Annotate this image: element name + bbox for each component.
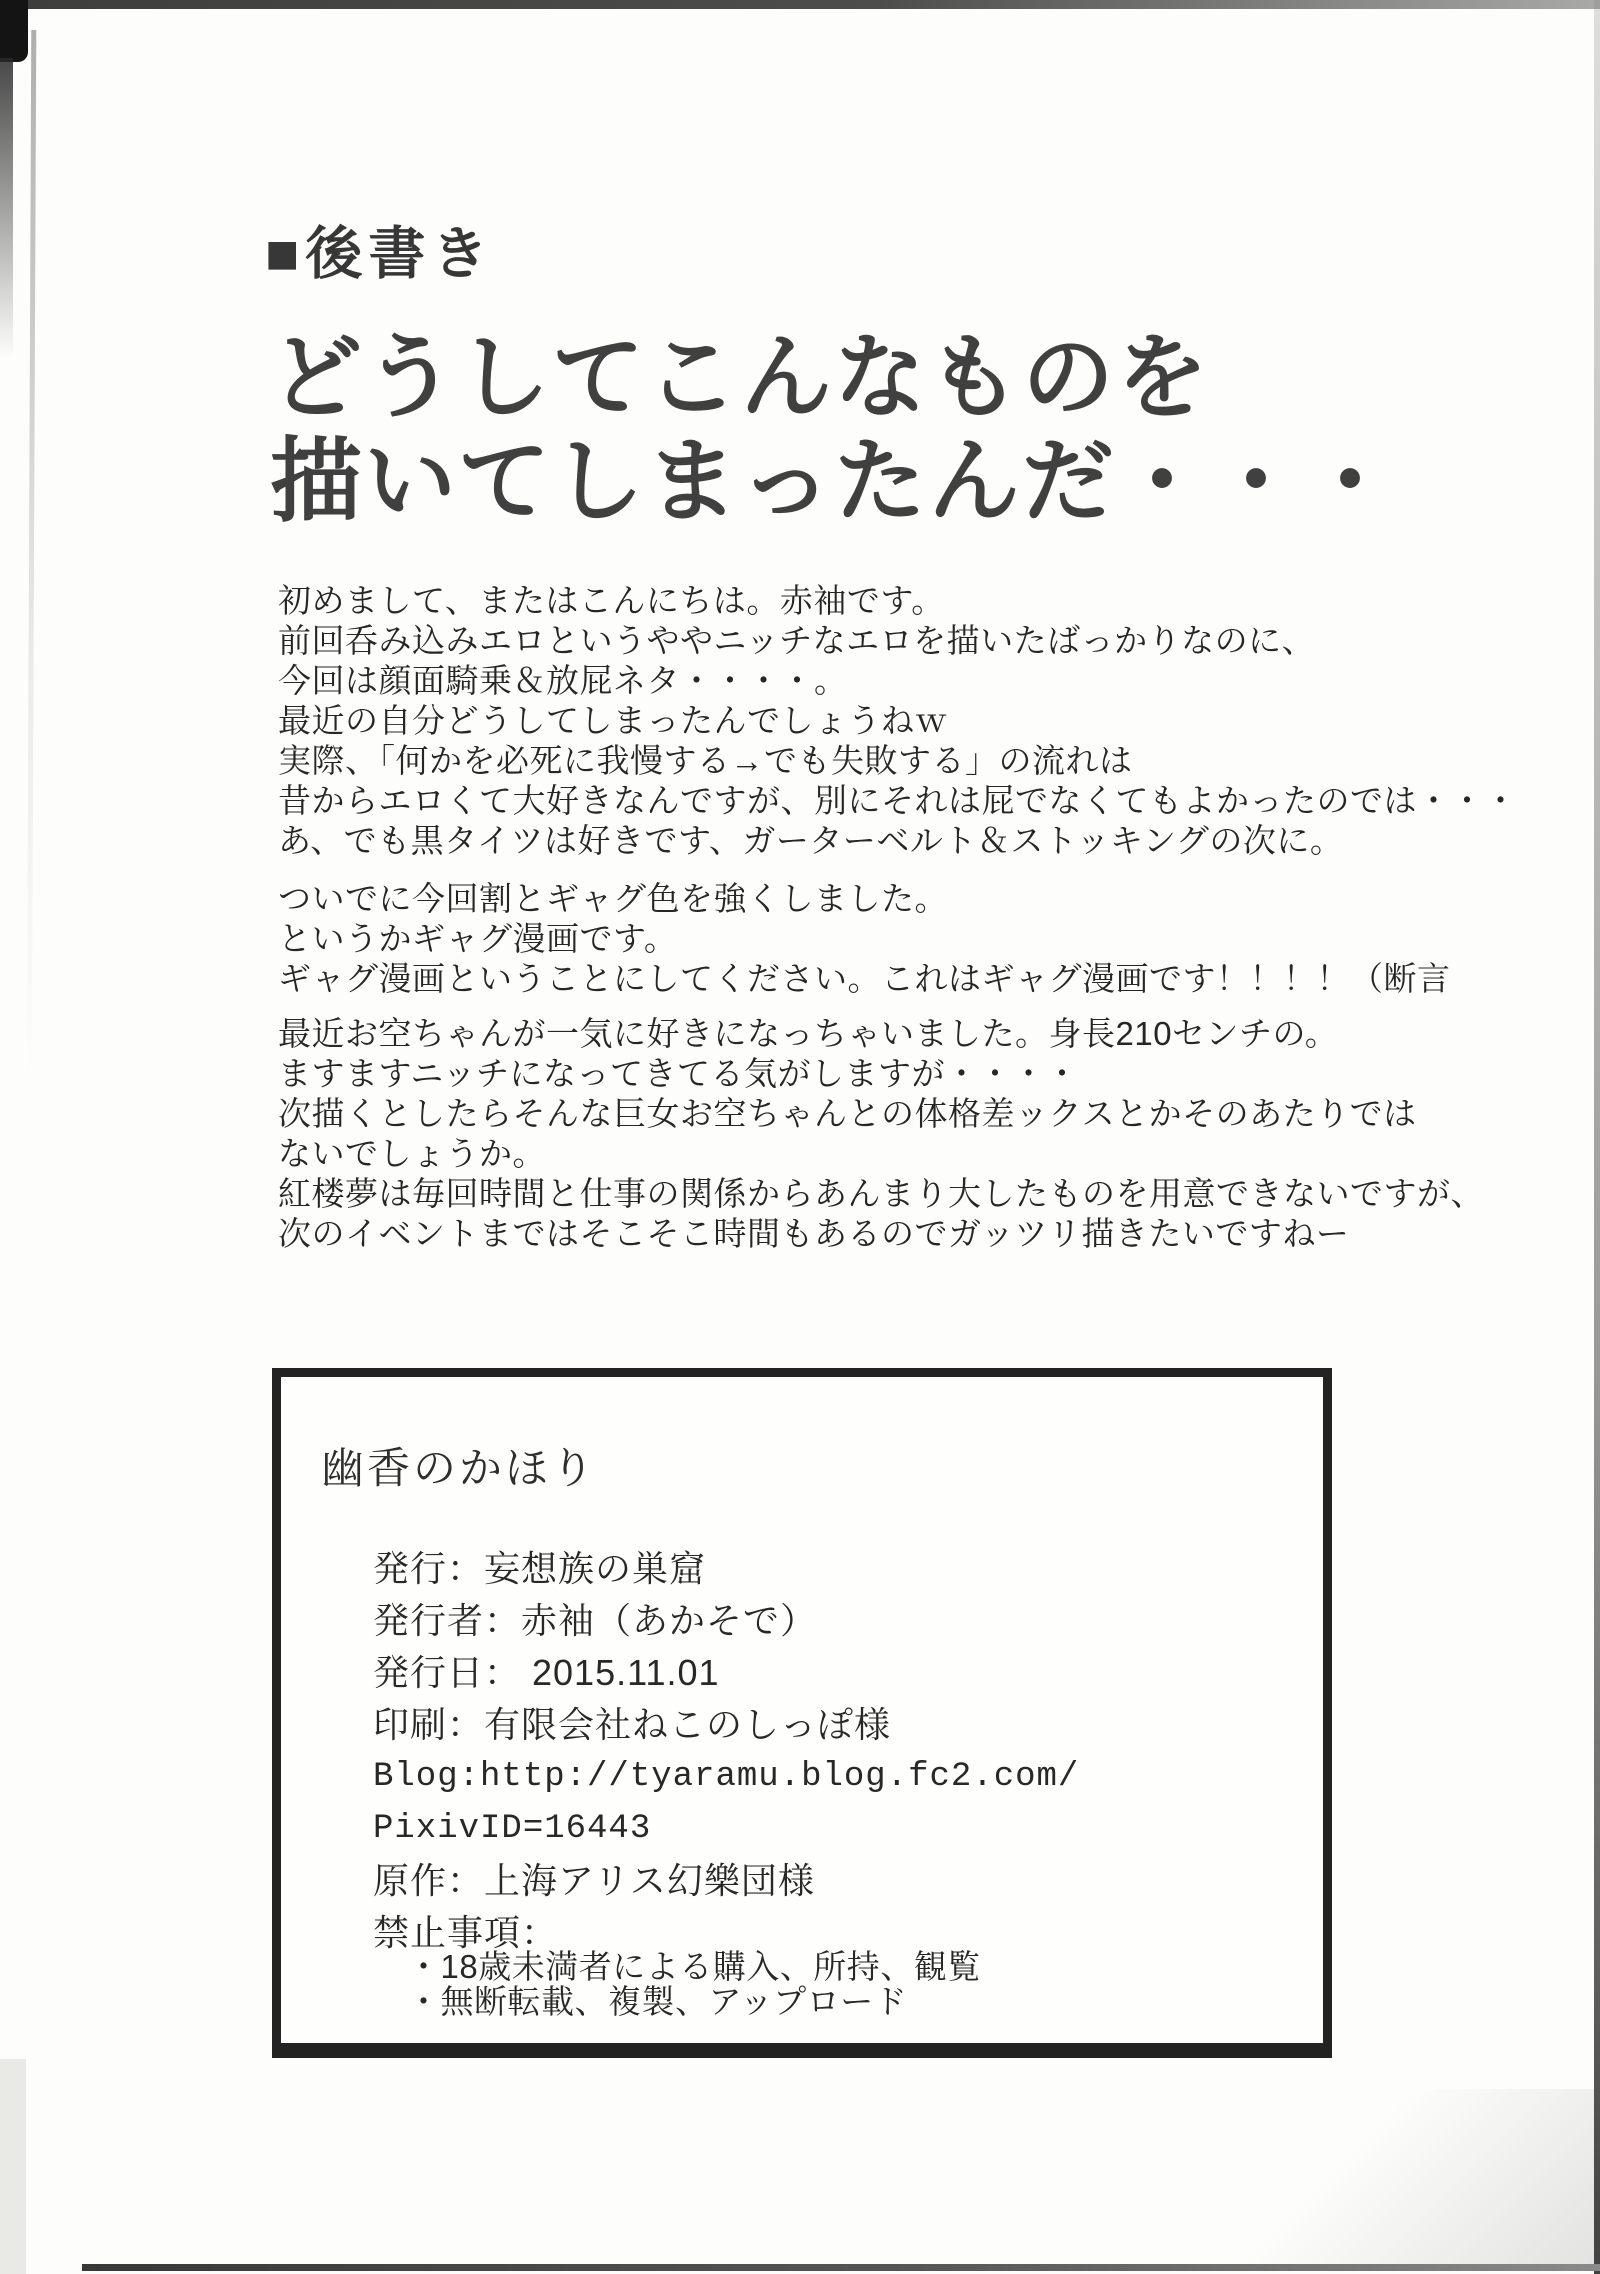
prohibited-item: ・無断転載、複製、アップロード [407,1983,908,2020]
colophon-row-author: 発行者：赤袖（あかそで） [373,1600,818,1641]
text-line: 次のイベントまではそこそこ時間もあるのでガッツリ描きたいですねー [278,1215,1350,1252]
text-line: ギャグ漫画ということにしてください。これはギャグ漫画です！！！！（断言 [278,960,1451,997]
headline-line: どうしてこんなものを [270,327,1211,429]
scan-artifact-left-edge [0,58,13,358]
doujin-title: 幽香のかほり [321,1445,597,1493]
colophon-row-blog-url: Blog:http://tyaramu.blog.fc2.com/ [373,1758,1080,1796]
scan-artifact-bottom-right-shadow [1214,2089,1594,2264]
paragraph-1 [278,581,1578,861]
headline [270,326,1398,534]
scan-artifact-bottom-left-edge [0,2059,26,2274]
text-line: 初めまして、またはこんにちは。赤袖です。 [278,582,945,619]
text-line: 実際、「何かを必死に我慢する→でも失敗する」の流れは [278,742,1133,779]
text-line: ますますニッチになってきてる気がしますが・・・・ [278,1055,1080,1092]
text-line: 最近お空ちゃんが一気に好きになっちゃいました。身長210センチの。 [278,1015,1339,1052]
colophon-rows [373,1543,1079,1959]
scan-artifact-right-edge [1594,0,1600,2274]
headline-line: 描いてしまったんだ・・・ [270,431,1399,533]
scan-artifact-top-edge [0,0,1600,9]
text-line: ないでしょうか。 [278,1135,546,1172]
text-line: あ、でも黒タイツは好きです、ガーターベルト＆ストッキングの次に。 [278,822,1344,859]
text-line: というかギャグ漫画です。 [278,920,678,957]
text-line: 昔からエロくて大好きなんですが、別にそれは屁でなくてもよかったのでは・・・ [278,782,1518,819]
text-line: 今回は顔面騎乗＆放屁ネタ・・・・。 [278,662,848,699]
colophon-box [272,1368,1332,2058]
paragraph-3 [278,1014,1578,1254]
colophon-row-publish-date: 発行日： 2015.11.01 [373,1652,720,1693]
colophon-row-original-work: 原作：上海アリス幻樂団様 [373,1860,815,1901]
colophon-row-publisher: 発行：妄想族の巣窟 [373,1548,707,1589]
text-line: 紅楼夢は毎回時間と仕事の関係からあんまり大したものを用意できないですが、 [278,1175,1484,1212]
scan-artifact-page-crease [27,30,37,1080]
section-heading: ■後書き [265,222,495,286]
scan-artifact-top-left-corner [0,0,28,62]
prohibited-items [407,1949,981,2019]
colophon-row-prohibited-heading: 禁止事項： [373,1912,559,1953]
prohibited-item: ・18歳未満者による購入、所持、観覧 [407,1948,981,1985]
text-line: 最近の自分どうしてしまったんでしょうねｗ [278,702,948,739]
scan-artifact-bottom-line [82,2264,1600,2271]
paragraph-2 [278,879,1578,999]
colophon-row-printer: 印刷：有限会社ねこのしっぽ様 [373,1704,892,1745]
colophon-row-pixiv-id: PixivID=16443 [373,1810,652,1848]
text-line: ついでに今回割とギャグ色を強くしました。 [278,880,948,917]
text-line: 前回呑み込みエロというややニッチなエロを描いたばっかりなのに、 [278,622,1316,659]
text-line: 次描くとしたらそんな巨女お空ちゃんとの体格差ックスとかそのあたりでは [278,1095,1417,1132]
